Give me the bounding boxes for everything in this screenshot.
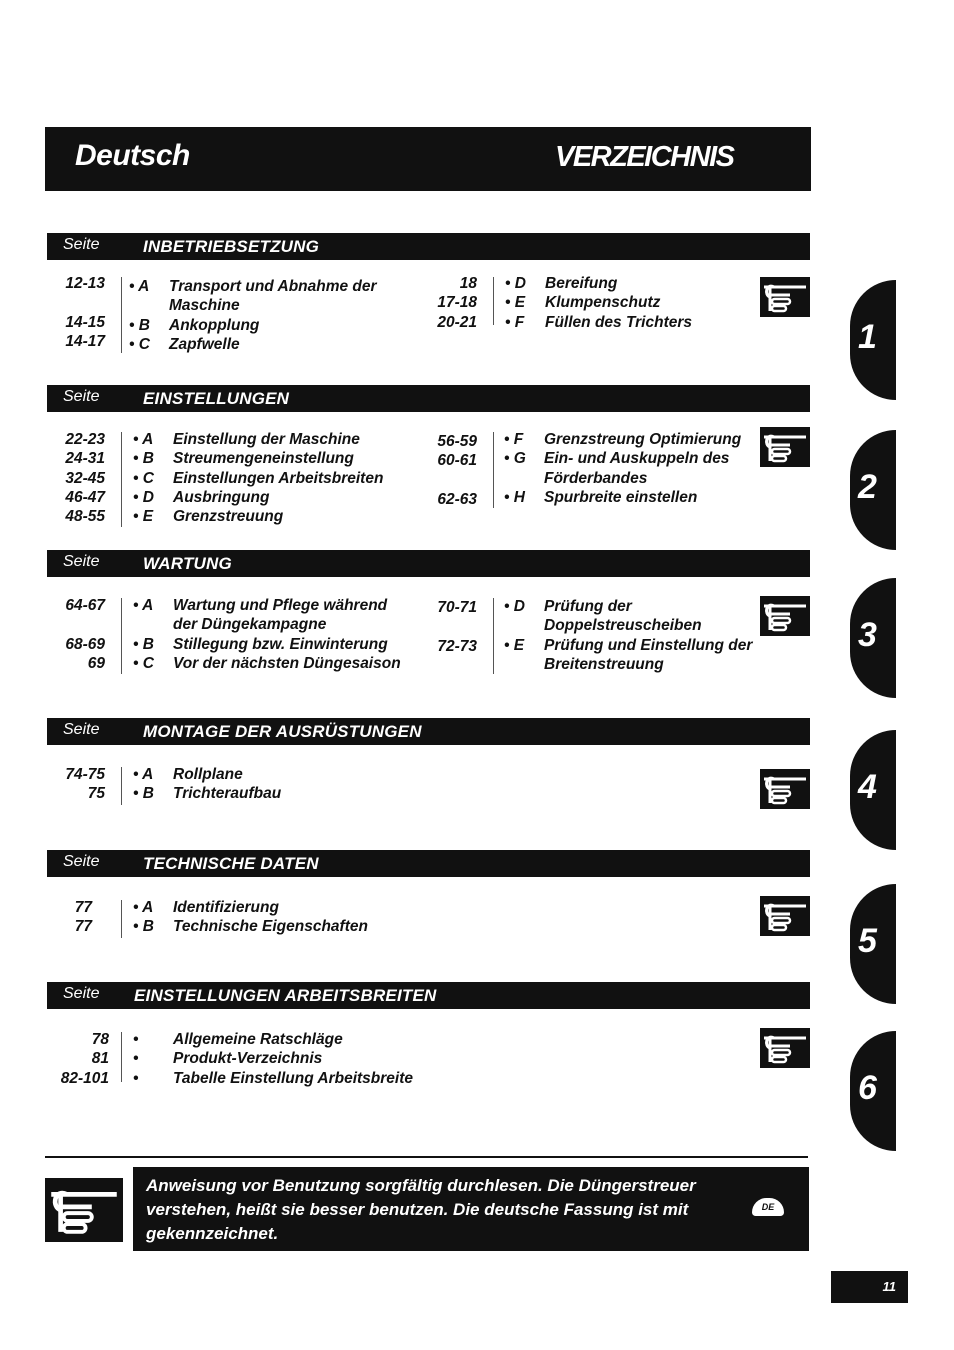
toc-item bbox=[133, 765, 281, 784]
item-text: Technische Eigenschaften bbox=[173, 918, 368, 936]
toc-item bbox=[129, 296, 377, 315]
item-letter: • F bbox=[504, 431, 524, 448]
section-header-wartung bbox=[47, 550, 810, 577]
divider-line bbox=[121, 598, 122, 674]
item-text: Prüfung der bbox=[544, 598, 632, 615]
pointing-hand-icon bbox=[760, 769, 810, 809]
item-list bbox=[504, 430, 741, 507]
toc-item bbox=[133, 784, 281, 803]
toc-item bbox=[504, 449, 741, 468]
item-text: Prüfung und Einstellung der bbox=[544, 636, 753, 654]
toc-item bbox=[505, 293, 692, 312]
toc-item bbox=[133, 1049, 413, 1068]
item-text: Zapfwelle bbox=[169, 335, 240, 353]
item-list bbox=[133, 765, 281, 804]
toc-item bbox=[133, 1030, 413, 1049]
item-letter: • bbox=[133, 1069, 139, 1087]
page-ref bbox=[50, 293, 105, 312]
toc-item bbox=[133, 596, 401, 615]
page-list bbox=[420, 274, 477, 332]
item-list bbox=[133, 596, 401, 673]
page-ref bbox=[50, 615, 105, 634]
item-text: Transport und Abnahme der bbox=[169, 278, 377, 295]
divider-line bbox=[121, 1032, 122, 1082]
pointing-hand-icon bbox=[760, 277, 810, 317]
toc-item bbox=[133, 898, 368, 917]
page-ref: 68-69 bbox=[65, 635, 105, 653]
item-text: Stillegung bzw. Einwinterung bbox=[173, 635, 388, 653]
page-list bbox=[50, 765, 105, 804]
toc-item bbox=[504, 488, 741, 507]
item-letter: • B bbox=[133, 785, 154, 803]
toc-item bbox=[504, 616, 752, 635]
item-text: Bereifung bbox=[545, 275, 618, 292]
item-text: Klumpenschutz bbox=[545, 294, 661, 312]
page-list bbox=[50, 596, 105, 673]
page-ref bbox=[420, 471, 477, 490]
item-letter: • G bbox=[504, 450, 526, 468]
item-letter: • D bbox=[504, 598, 525, 615]
tab-number: 1 bbox=[858, 318, 877, 356]
page-number-box bbox=[831, 1271, 908, 1303]
page-list bbox=[50, 1030, 109, 1088]
item-text: Streumengeneinstellung bbox=[173, 450, 354, 468]
section-header-arbeitsbreiten bbox=[47, 982, 810, 1009]
section-title: EINSTELLUNGEN ARBEITSBREITEN bbox=[134, 986, 437, 1005]
instruction-text: Anweisung vor Benutzung sorgfältig durchlesen. Die Düngerstreuer verstehen, heißt sie besser benutzen. Die deutsche Fassung ist mit gekennzeichnet. bbox=[146, 1176, 696, 1243]
toc-item bbox=[504, 597, 752, 616]
toc-item bbox=[129, 316, 377, 335]
toc-item bbox=[129, 335, 377, 354]
page-ref bbox=[420, 617, 477, 636]
page-ref: 69 bbox=[87, 654, 105, 672]
item-list bbox=[133, 898, 368, 937]
divider-line bbox=[121, 900, 122, 938]
item-list bbox=[504, 597, 752, 674]
divider-line bbox=[121, 277, 122, 353]
item-letter: • B bbox=[129, 316, 150, 334]
item-letter: • A bbox=[133, 431, 154, 448]
item-text: Füllen des Trichters bbox=[545, 313, 693, 331]
section-header-einstellungen bbox=[47, 385, 810, 412]
page-ref: 56-59 bbox=[437, 433, 477, 450]
page-ref: 62-63 bbox=[437, 490, 477, 508]
page-ref: 12-13 bbox=[65, 275, 105, 292]
page-ref: 77 bbox=[74, 918, 92, 936]
item-letter: • E bbox=[504, 636, 525, 654]
toc-item bbox=[133, 507, 383, 526]
item-letter: • F bbox=[505, 313, 525, 331]
title-banner bbox=[45, 127, 811, 191]
tab-number: 4 bbox=[858, 768, 877, 806]
tab-number: 6 bbox=[858, 1069, 877, 1107]
toc-item bbox=[504, 655, 752, 674]
chapter-tab-6[interactable] bbox=[850, 1031, 896, 1151]
item-letter: • A bbox=[133, 766, 154, 783]
item-text: Ankopplung bbox=[169, 316, 260, 334]
item-text: Produkt-Verzeichnis bbox=[173, 1050, 323, 1068]
page-ref: 82-101 bbox=[60, 1069, 109, 1087]
chapter-tab-1[interactable] bbox=[850, 280, 896, 400]
page-ref: 77 bbox=[74, 899, 92, 916]
page-ref: 60-61 bbox=[437, 452, 477, 470]
pointing-hand-icon bbox=[760, 896, 810, 936]
divider-line bbox=[493, 277, 494, 325]
item-text: Maschine bbox=[169, 297, 240, 315]
seite-label: Seite bbox=[63, 388, 100, 405]
large-pointing-hand-icon bbox=[45, 1178, 123, 1242]
item-letter: • C bbox=[133, 654, 154, 672]
item-letter: • C bbox=[129, 335, 150, 353]
toc-item bbox=[133, 635, 401, 654]
item-text: Doppelstreuscheiben bbox=[544, 617, 702, 635]
item-list bbox=[133, 430, 383, 526]
seite-label: Seite bbox=[63, 236, 100, 253]
page-ref: 81 bbox=[91, 1050, 109, 1068]
item-text: Einstellungen Arbeitsbreiten bbox=[173, 469, 384, 487]
seite-label: Seite bbox=[63, 853, 100, 870]
pointing-hand-icon bbox=[760, 1028, 810, 1068]
tab-number: 3 bbox=[858, 616, 877, 654]
section-header-montage bbox=[47, 718, 810, 745]
toc-item bbox=[504, 469, 741, 488]
item-text: Vor der nächsten Düngesaison bbox=[173, 654, 401, 672]
toc-item bbox=[133, 654, 401, 673]
item-list bbox=[129, 277, 377, 354]
item-letter: • H bbox=[504, 488, 525, 506]
toc-item bbox=[504, 430, 741, 449]
page-ref: 64-67 bbox=[65, 597, 105, 614]
chapter-tab-2[interactable] bbox=[850, 430, 896, 550]
item-text: Tabelle Einstellung Arbeitsbreite bbox=[173, 1069, 414, 1087]
item-letter: • bbox=[133, 1031, 139, 1048]
item-letter: • C bbox=[133, 469, 154, 487]
chapter-tab-3[interactable] bbox=[850, 578, 896, 698]
section-header-technische-daten bbox=[47, 850, 810, 877]
tab-number: 2 bbox=[858, 468, 877, 506]
item-letter: • A bbox=[133, 597, 154, 614]
page-ref: 75 bbox=[87, 785, 105, 803]
section-title: TECHNISCHE DATEN bbox=[143, 854, 319, 873]
pointing-hand-icon bbox=[760, 596, 810, 636]
instruction-note bbox=[133, 1167, 809, 1251]
language-title: Deutsch bbox=[75, 139, 190, 172]
item-text: Grenzstreuung bbox=[173, 508, 284, 526]
item-text: Rollplane bbox=[173, 766, 243, 783]
item-text: Allgemeine Ratschläge bbox=[173, 1031, 343, 1048]
seite-label: Seite bbox=[63, 985, 100, 1002]
divider-line bbox=[493, 598, 494, 674]
page-list bbox=[50, 898, 92, 937]
page-ref: 14-17 bbox=[65, 332, 105, 350]
section-title: WARTUNG bbox=[143, 554, 232, 573]
divider-line bbox=[121, 767, 122, 805]
divider-line bbox=[121, 432, 122, 527]
chapter-tab-5[interactable] bbox=[850, 884, 896, 1004]
page-ref: 18 bbox=[459, 275, 477, 292]
page-ref: 48-55 bbox=[65, 508, 105, 526]
toc-item bbox=[504, 636, 752, 655]
toc-item bbox=[129, 277, 377, 296]
page-ref: 72-73 bbox=[437, 637, 477, 655]
page-ref: 14-15 bbox=[65, 313, 105, 331]
page-ref: 20-21 bbox=[437, 313, 477, 331]
divider-line bbox=[493, 432, 494, 508]
section-title: EINSTELLUNGEN bbox=[143, 389, 290, 408]
page-ref: 46-47 bbox=[65, 488, 105, 506]
item-text: Breitenstreuung bbox=[544, 655, 664, 673]
item-text: Einstellung der Maschine bbox=[173, 431, 360, 448]
item-text: Spurbreite einstellen bbox=[544, 488, 698, 506]
page-title: VERZEICHNIS bbox=[555, 141, 734, 173]
page-list bbox=[50, 430, 105, 526]
section-header-inbetriebsetzung bbox=[47, 233, 810, 260]
item-list bbox=[133, 1030, 413, 1088]
tab-number: 5 bbox=[858, 922, 877, 960]
pointing-hand-icon bbox=[760, 427, 810, 467]
chapter-tab-4[interactable] bbox=[850, 730, 896, 850]
item-text: Trichteraufbau bbox=[173, 785, 282, 803]
seite-label: Seite bbox=[63, 553, 100, 570]
item-letter: • B bbox=[133, 635, 154, 653]
toc-item bbox=[133, 1069, 413, 1088]
item-text: Identifizierung bbox=[173, 899, 279, 916]
toc-item bbox=[505, 313, 692, 332]
item-letter: • E bbox=[133, 508, 154, 526]
page-ref: 17-18 bbox=[437, 294, 477, 312]
toc-item bbox=[505, 274, 692, 293]
item-text: Ein- und Auskuppeln des bbox=[544, 450, 730, 468]
page-ref: 32-45 bbox=[65, 469, 105, 487]
item-letter: • D bbox=[133, 488, 154, 506]
item-text: Wartung und Pflege während bbox=[173, 597, 388, 614]
item-text: Grenzstreung Optimierung bbox=[544, 431, 742, 448]
item-letter: • A bbox=[129, 278, 150, 295]
de-badge-icon: DE bbox=[752, 1198, 784, 1216]
toc-item bbox=[133, 449, 383, 468]
toc-item bbox=[133, 430, 383, 449]
seite-label: Seite bbox=[63, 721, 100, 738]
item-letter: • B bbox=[133, 918, 154, 936]
item-letter: • A bbox=[133, 899, 154, 916]
item-letter: • E bbox=[505, 294, 526, 312]
page-ref: 70-71 bbox=[437, 599, 477, 616]
item-letter: • B bbox=[133, 450, 154, 468]
page-ref: 24-31 bbox=[65, 450, 105, 468]
toc-item bbox=[133, 917, 368, 936]
item-text: Ausbringung bbox=[173, 488, 270, 506]
toc-item bbox=[133, 469, 383, 488]
toc-item bbox=[133, 488, 383, 507]
page-ref: 74-75 bbox=[65, 766, 105, 783]
section-title: INBETRIEBSETZUNG bbox=[143, 237, 320, 256]
page-list bbox=[420, 598, 477, 656]
item-letter: • bbox=[133, 1050, 139, 1068]
toc-item bbox=[133, 615, 401, 634]
page-ref: 78 bbox=[91, 1031, 109, 1048]
item-text: der Düngekampagne bbox=[173, 616, 327, 634]
section-title: MONTAGE DER AUSRÜSTUNGEN bbox=[143, 722, 422, 741]
item-list bbox=[505, 274, 692, 332]
footer-rule bbox=[45, 1156, 808, 1158]
item-letter: • D bbox=[505, 275, 526, 292]
page-number: 11 bbox=[882, 1279, 896, 1294]
page-list bbox=[50, 274, 105, 351]
item-text: Förderbandes bbox=[544, 469, 648, 487]
page-list bbox=[420, 432, 477, 509]
page-ref: 22-23 bbox=[65, 431, 105, 448]
